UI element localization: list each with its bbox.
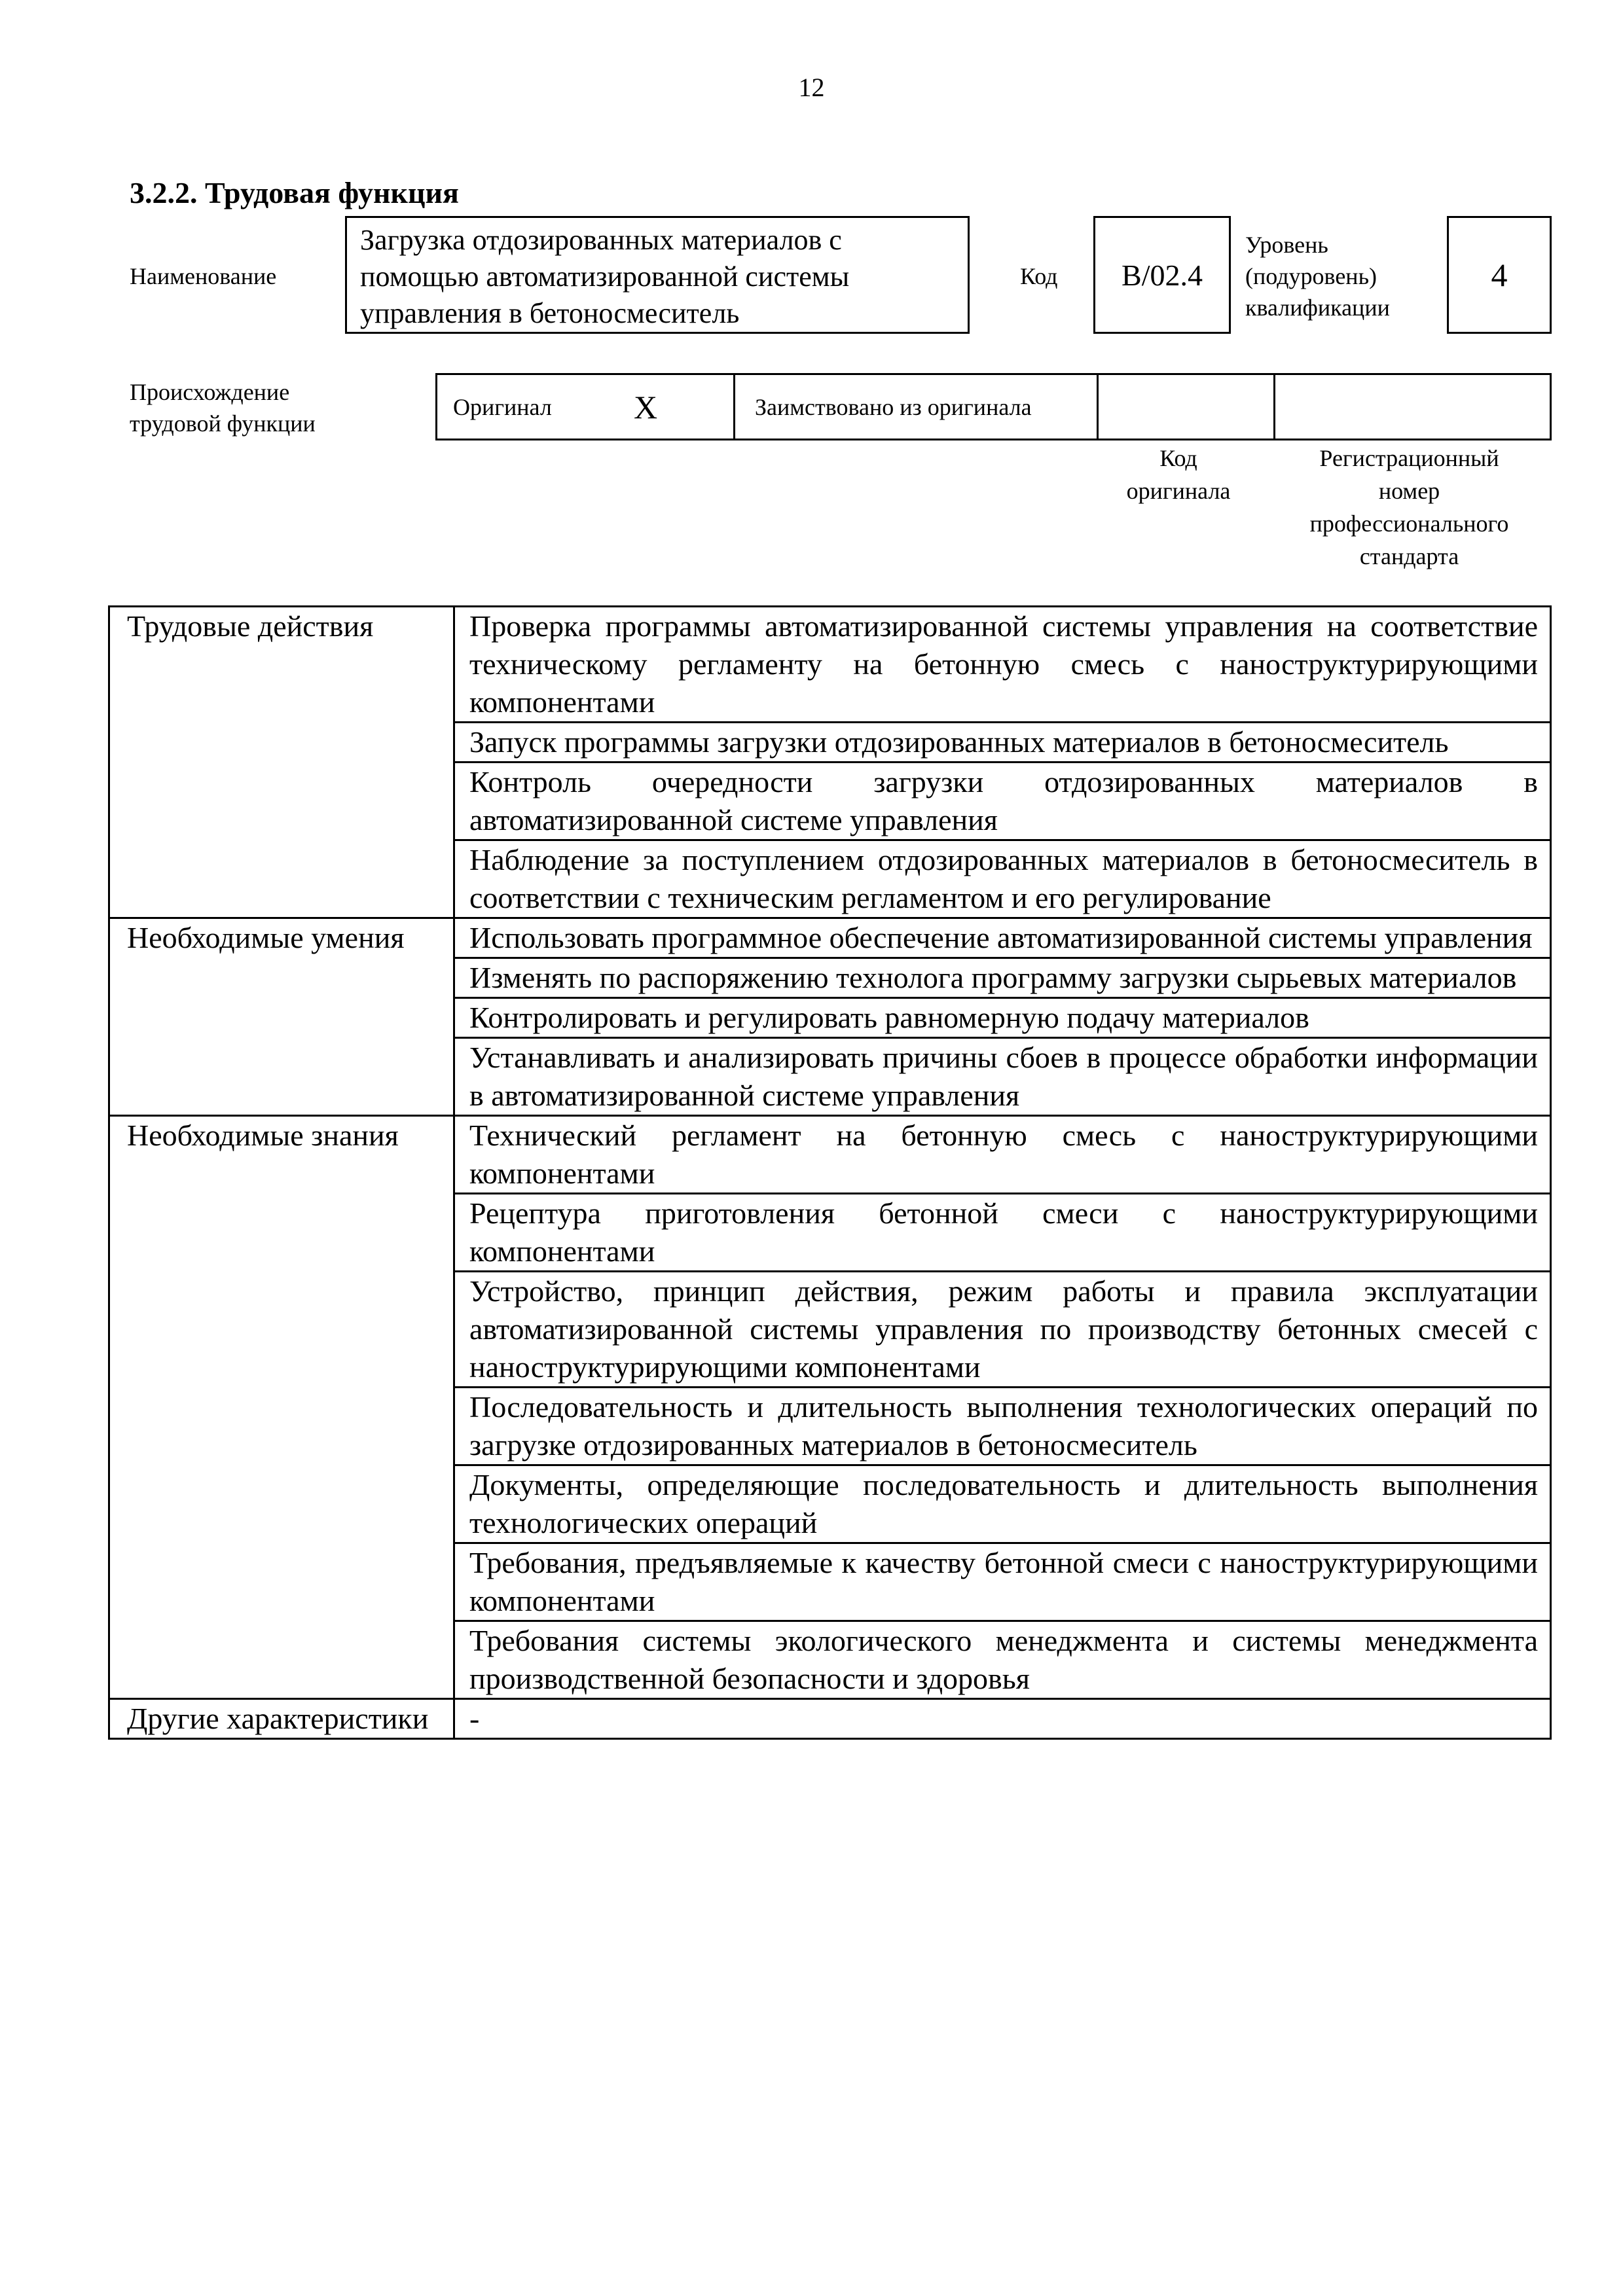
section-title: 3.2.2. Трудовая функция (130, 176, 459, 209)
category-required-skills: Необходимые умения (109, 918, 454, 1116)
code-label: Код (1020, 263, 1058, 289)
level-label: Уровень (подуровень) квалификации (1245, 232, 1390, 321)
function-details-table (108, 605, 1552, 1740)
origin-code-cell (1099, 375, 1275, 439)
category-other-characteristics: Другие характеристики (109, 1699, 454, 1739)
borrowed-label: Заимствовано из оригинала (755, 393, 1032, 420)
origin-borrowed-cell (735, 375, 1099, 439)
origin-row (435, 373, 1552, 440)
table-cell: Контролировать и регулировать равномерную подачу материалов (454, 998, 1551, 1038)
table-cell: Требования системы экологического менеджмента и системы менеджмента производственной безопасности и здоровья (454, 1621, 1551, 1699)
table-cell: Рецептура приготовления бетонной смеси с наноструктурирующими компонентами (454, 1194, 1551, 1272)
table-cell: Использовать программное обеспечение автоматизированной системы управления (454, 918, 1551, 958)
table-cell: Документы, определяющие последовательность и длительность выполнения технологических операций (454, 1465, 1551, 1543)
table-row (109, 607, 1551, 723)
table-cell: Устройство, принцип действия, режим работы и правила эксплуатации автоматизированной системы управления по производству бетонных смесей с наноструктурирующими компонентами (454, 1272, 1551, 1388)
table-row (109, 1116, 1551, 1194)
category-labor-actions: Трудовые действия (109, 607, 454, 918)
page-number: 12 (798, 73, 825, 102)
table-cell: Изменять по распоряжению технолога программу загрузки сырьевых материалов (454, 958, 1551, 998)
qualification-level-box: 4 (1447, 216, 1552, 334)
name-label: Наименование (130, 263, 277, 289)
table-cell: Проверка программы автоматизированной системы управления на соответствие техническому регламенту на бетонную смесь с наноструктурирующими компонентами (454, 607, 1551, 723)
function-code-box: B/02.4 (1093, 216, 1231, 334)
original-mark: X (634, 388, 658, 425)
table-cell: Последовательность и длительность выполнения технологических операций по загрузке отдозированных материалов в бетоносмеситель (454, 1388, 1551, 1465)
table-row (109, 918, 1551, 958)
function-name-box: Загрузка отдозированных материалов с помощью автоматизированной системы управления в бетоносмеситель (345, 216, 970, 334)
table-cell: Запуск программы загрузки отдозированных материалов в бетоносмеситель (454, 723, 1551, 762)
table-cell: Устанавливать и анализировать причины сбоев в процессе обработки информации в автоматизированной системе управления (454, 1038, 1551, 1116)
table-cell: - (454, 1699, 1551, 1739)
original-label: Оригинал (453, 393, 552, 420)
table-cell: Технический регламент на бетонную смесь с наноструктурирующими компонентами (454, 1116, 1551, 1194)
table-cell: Наблюдение за поступлением отдозированных материалов в бетоносмеситель в соответствии с техническим регламентом и его регулирование (454, 840, 1551, 918)
table-cell: Контроль очередности загрузки отдозированных материалов в автоматизированной системе управления (454, 762, 1551, 840)
table-row (109, 1699, 1551, 1739)
category-required-knowledge: Необходимые знания (109, 1116, 454, 1699)
origin-original-cell (437, 375, 735, 439)
origin-reg-number-cell (1275, 375, 1550, 439)
table-cell: Требования, предъявляемые к качеству бетонной смеси с наноструктурирующими компонентами (454, 1543, 1551, 1621)
reg-number-caption: Регистрационный номер профессионального стандарта (1309, 445, 1509, 569)
origin-label: Происхождение трудовой функции (130, 379, 316, 437)
original-code-caption: Код оригинала (1126, 445, 1231, 504)
